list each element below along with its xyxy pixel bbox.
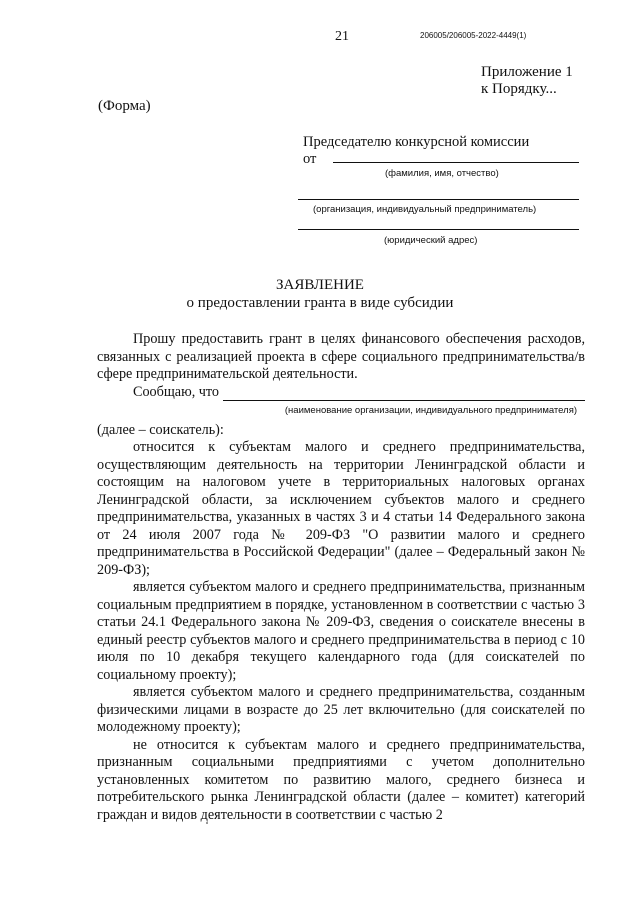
fio-caption: (фамилия, имя, отчество) (385, 168, 499, 179)
organization-caption: (организация, индивидуальный предприниматель) (313, 204, 537, 215)
fio-line (333, 162, 579, 163)
condition-msp-paragraph: относится к субъектам малого и среднего предпринимательства, осуществляющим деятельность на территории Ленинградской области и состоящим на налоговом учете в территориальных налоговых органах Ленинградской области, за исключением субъектов малого и среднего предпринимательства, указанных в частях 3 и 4 статьи 14 Федерального закона от 24 июля 2007 года № 209-ФЗ "О развитии малого и среднего предпринимательства в Российской Федерации" (далее – Федеральный закон № 209-ФЗ); (97, 439, 585, 578)
document-title: ЗАЯВЛЕНИЕ (276, 277, 364, 293)
condition-exclusion-paragraph: не относится к субъектам малого и среднего предпринимательства, признанным социальными предприятиями с учетом дополнительно установленных комитетом по развитию малого, среднего бизнеса и потребительского рынка Ленинградской области (далее – комитет) категорий граждан и видов деятельности в соответствии с частью 2 (97, 736, 585, 823)
inform-label: Сообщаю, что (133, 383, 220, 400)
addressee-heading: Председателю конкурсной комиссии (303, 134, 530, 150)
document-body (97, 331, 585, 824)
form-label: (Форма) (98, 98, 151, 114)
organization-name-caption: (наименование организации, индивидуального предпринимателя) (284, 405, 577, 416)
condition-youth-paragraph: является субъектом малого и среднего предпринимательства, созданным физическими лицами в возрасте до 25 лет включительно (для соискателей по молодежному проекту); (97, 684, 585, 735)
organization-name-field (223, 386, 585, 401)
inform-line (97, 384, 585, 402)
request-paragraph: Прошу предоставить грант в целях финансового обеспечения расходов, связанных с реализацией проекта в сфере социального предпринимательства/в сфере предпринимательской деятельности. (97, 331, 585, 382)
applicant-label: (далее – соискатель): (97, 421, 224, 438)
scan-speck (206, 822, 208, 824)
document-subtitle: о предоставлении гранта в виде субсидии (186, 295, 454, 311)
organization-line (298, 199, 579, 200)
condition-social-paragraph: является субъектом малого и среднего предпринимательства, признанным социальным предприятием в порядке, установленном в соответствии с частью 3 статьи 24.1 Федерального закона № 209-ФЗ, сведения о соискателе внесены в единый реестр субъектов малого и среднего предпринимательства в период с 10 июля по 10 декабря текущего календарного года (для соискателей по социальному проекту); (97, 579, 585, 683)
address-line (298, 229, 579, 230)
address-caption: (юридический адрес) (384, 235, 478, 246)
page-number: 21 (335, 29, 349, 44)
document-code: 206005/206005-2022-4449(1) (420, 31, 527, 40)
appendix-reference: к Порядку... (481, 81, 557, 97)
appendix-label: Приложение 1 (481, 64, 573, 80)
from-label: от (303, 151, 317, 167)
